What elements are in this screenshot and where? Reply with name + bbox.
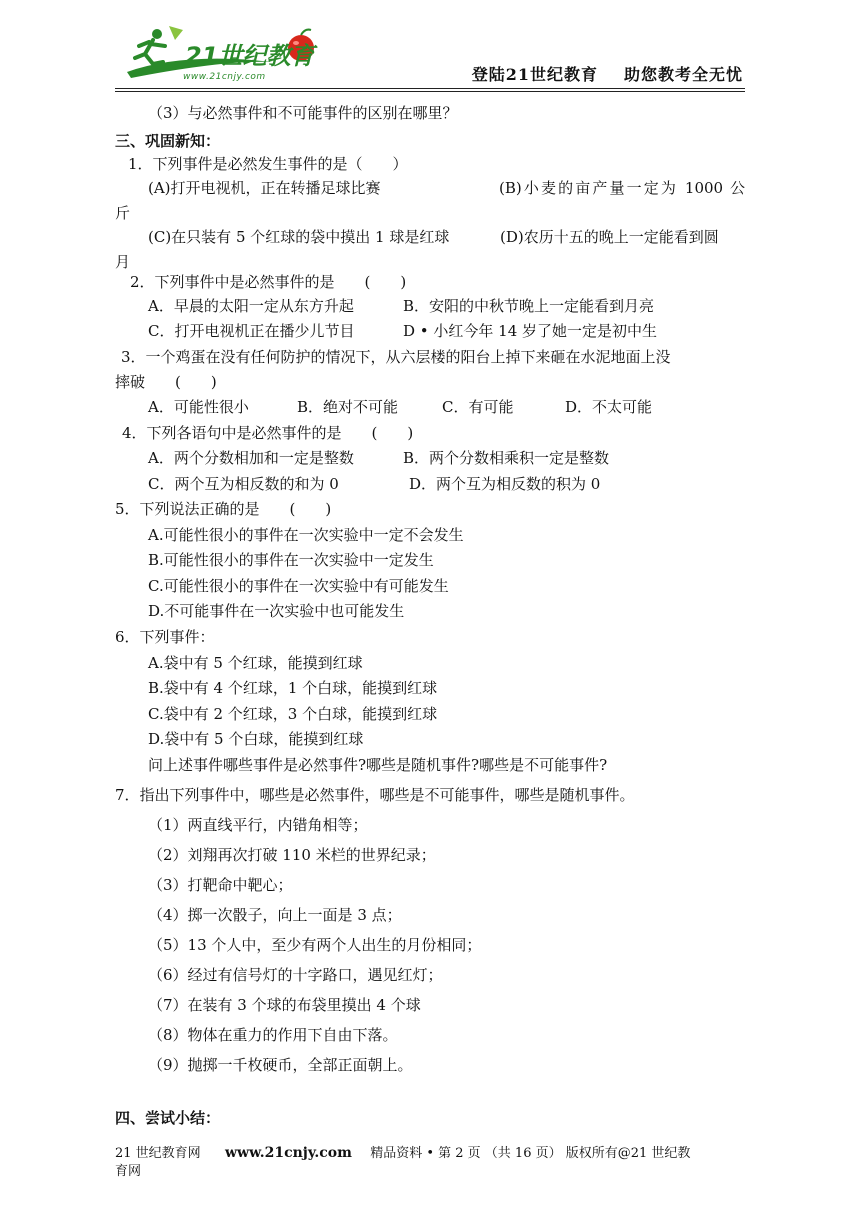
footer-line-cont: 育网 bbox=[115, 1164, 142, 1179]
slogan-left: 登陆21世纪教育 bbox=[471, 65, 598, 84]
option-text: C．两个互为相反数的和为 0 bbox=[148, 475, 339, 493]
question-7: 7．指出下列事件中，哪些是必然事件，哪些是不可能事件，哪些是随机事件。 bbox=[115, 786, 635, 804]
option-text: D．两个互为相反数的积为 0 bbox=[409, 475, 601, 493]
option-text: C．打开电视机正在播少儿节目 bbox=[148, 322, 355, 340]
text-line: 摔破 ( ) bbox=[115, 373, 217, 391]
option-text: (A)打开电视机，正在转播足球比赛 bbox=[148, 179, 381, 197]
option-text: (B)小麦的亩产量一定为 1000 公 bbox=[499, 179, 745, 197]
question-6: 6．下列事件： bbox=[115, 628, 215, 646]
sub-item: （5）13 个人中，至少有两个人出生的月份相同； bbox=[148, 936, 482, 954]
option-text: A．可能性很小 bbox=[148, 398, 249, 416]
header-slogan bbox=[472, 62, 743, 85]
option-text: C.袋中有 2 个红球，3 个白球，能摸到红球 bbox=[148, 705, 438, 723]
sub-item: （9）抛掷一千枚硬币，全部正面朝上。 bbox=[148, 1056, 413, 1074]
option-text: (C)在只装有 5 个红球的袋中摸出 1 球是红球 bbox=[148, 228, 450, 246]
site-logo bbox=[123, 22, 328, 84]
option-text: C.可能性很小的事件在一次实验中有可能发生 bbox=[148, 577, 449, 595]
logo-site-url: www.21cnjy.com bbox=[183, 72, 266, 82]
footer-line bbox=[115, 1144, 745, 1163]
slogan-right: 助您教考全无忧 bbox=[623, 65, 743, 84]
option-text: B．绝对不可能 bbox=[297, 398, 399, 416]
option-text: A.可能性很小的事件在一次实验中一定不会发生 bbox=[148, 526, 464, 544]
option-text: A．早晨的太阳一定从东方升起 bbox=[148, 297, 354, 315]
sub-item: （2）刘翔再次打破 110 米栏的世界纪录； bbox=[148, 846, 436, 864]
footer-site-name: 21 世纪教育网 bbox=[115, 1146, 201, 1161]
section-heading: 三、巩固新知： bbox=[115, 132, 221, 150]
option-text: B.袋中有 4 个红球，1 个白球，能摸到红球 bbox=[148, 679, 438, 697]
question-2: 2．下列事件中是必然事件的是 ( ) bbox=[130, 273, 407, 291]
page-footer bbox=[115, 1144, 745, 1181]
option-text: D.袋中有 5 个白球，能摸到红球 bbox=[148, 730, 364, 748]
sub-item: （7）在装有 3 个球的布袋里摸出 4 个球 bbox=[148, 996, 421, 1014]
text-line: （3）与必然事件和不可能事件的区别在哪里？ bbox=[148, 104, 458, 122]
option-text: D．不太可能 bbox=[565, 398, 653, 416]
question-4: 4．下列各语句中是必然事件的是 ( ) bbox=[122, 424, 414, 442]
sub-item: （6）经过有信号灯的十字路口，遇见红灯； bbox=[148, 966, 443, 984]
footer-info: 精品资料 • 第 2 页 （共 16 页） 版权所有@21 世纪教 bbox=[370, 1146, 691, 1161]
option-text: A.袋中有 5 个红球，能摸到红球 bbox=[148, 654, 363, 672]
option-text: C．有可能 bbox=[442, 398, 514, 416]
option-text: A．两个分数相加和一定是整数 bbox=[148, 449, 354, 467]
option-text: B．安阳的中秋节晚上一定能看到月亮 bbox=[403, 297, 655, 315]
logo-text: 21世纪教育 bbox=[185, 42, 315, 70]
sub-item: （8）物体在重力的作用下自由下落。 bbox=[148, 1026, 398, 1044]
option-text: D • 小红今年 14 岁了她一定是初中生 bbox=[403, 322, 658, 340]
text-line: 问上述事件哪些事件是必然事件?哪些是随机事件?哪些是不可能事件? bbox=[148, 756, 608, 774]
text-line: 月 bbox=[115, 253, 131, 271]
question-5: 5．下列说法正确的是 ( ) bbox=[115, 500, 332, 518]
question-3: 3．一个鸡蛋在没有任何防护的情况下，从六层楼的阳台上掉下来砸在水泥地面上没 bbox=[121, 348, 671, 366]
sub-item: （4）掷一次骰子，向上一面是 3 点； bbox=[148, 906, 402, 924]
header-rule-thick bbox=[115, 88, 745, 89]
footer-url[interactable]: www.21cnjy.com bbox=[224, 1145, 352, 1161]
option-text: B．两个分数相乘积一定是整数 bbox=[403, 449, 610, 467]
option-text: (D)农历十五的晚上一定能看到圆 bbox=[500, 228, 719, 246]
sub-item: （3）打靶命中靶心； bbox=[148, 876, 293, 894]
text-line: 斤 bbox=[115, 204, 131, 222]
question-1: 1．下列事件是必然发生事件的是（ ） bbox=[128, 155, 408, 173]
page-header bbox=[115, 20, 745, 88]
sub-item: （1）两直线平行，内错角相等； bbox=[148, 816, 368, 834]
section-heading: 四、尝试小结： bbox=[115, 1109, 221, 1127]
option-text: B.可能性很小的事件在一次实验中一定发生 bbox=[148, 551, 434, 569]
option-text: D.不可能事件在一次实验中也可能发生 bbox=[148, 602, 405, 620]
header-rule-thin bbox=[115, 91, 745, 92]
